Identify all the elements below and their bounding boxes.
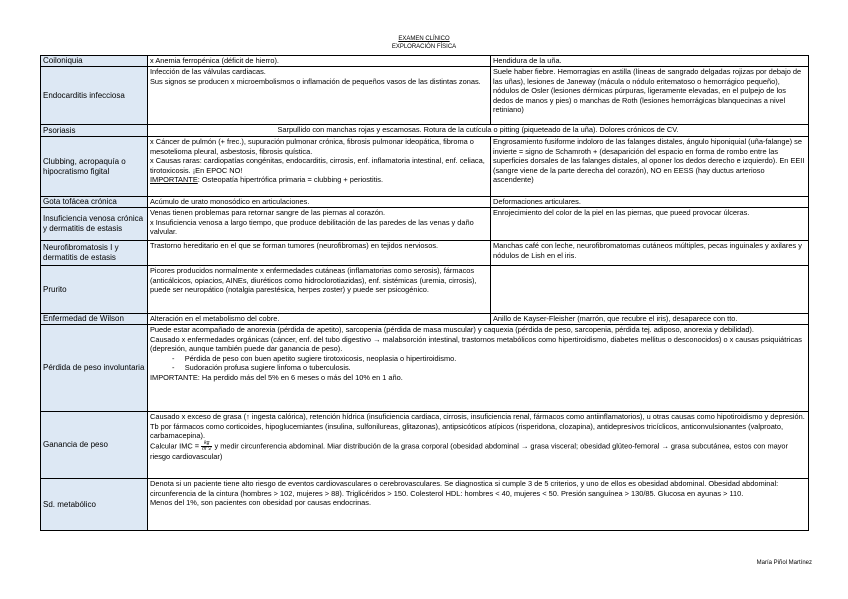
row-description <box>148 479 809 531</box>
important-text: : Ha perdido más del 5% en 6 meses o más del 10% en 1 año. <box>197 372 403 382</box>
fraction-numerator: kg <box>201 441 212 447</box>
cause-line: Sus signos se producen x microembolismos o inflamación de pequeños vasos de las distintas zonas. <box>150 76 481 86</box>
document-subtitle: EXPLORACIÓN FÍSICA <box>391 44 457 50</box>
row-signs: Engrosamiento fusiforme indoloro de las falanges distales, ángulo hiponiquial (uña-falange) se invierte = signo de Schamroth + (desaparición del espacio en forma de rombo entre las superficies dorsales de las falanges distales, al oponer los dedos derecho e izquierdo). En EEII (sangre viene de la parte derecha del corazón), NO en EESS (hay ductus arterioso ascendente) <box>491 137 809 197</box>
table-row <box>41 325 809 412</box>
row-key: Neurofibromatosis I y dermatitis de estasis <box>41 241 148 266</box>
description-line: Causado x exceso de grasa (↑ ingesta calórica), retención hídrica (insuficiencia cardiaca, cirrosis, insuficiencia renal, fármacos como antiinflamatorios), u otras causas como hipotiroidismo y depresión. Tb por fármacos como corticoides, hipoglucemiantes (insulina, sulfonilureas, glitazonas), antipsicóticos atípicos (risperidona, clozapina), antidepresivos tricíclicos, anticonvulsionantes (valproato, carbamacepina). <box>150 412 805 441</box>
row-key: Endocarditis infecciosa <box>41 67 148 125</box>
table-row <box>41 266 809 314</box>
row-key: Insuficiencia venosa crónica y dermatitis de estasis <box>41 208 148 241</box>
row-cause: x Anemia ferropénica (déficit de hierro). <box>148 56 491 67</box>
cause-line: x Cáncer de pulmón (+ frec.), supuración pulmonar crónica, fibrosis pulmonar ideopática, fibroma o mesotelioma pleural, asbestosis, fibrosis quística. <box>150 137 474 156</box>
dash-item: - Pérdida de peso con buen apetito sugiere tirotoxicosis, neoplasia o hipertiroidismo. <box>172 353 457 363</box>
clinical-exam-table <box>40 55 809 531</box>
table-row <box>41 241 809 266</box>
row-key: Coiloniquia <box>41 56 148 67</box>
row-cause <box>148 67 491 125</box>
description-line: Causado x enfermedades orgánicas (cáncer, enf. del tubo digestivo → malabsorción intestinal, trastornos metabólicos como hipertiroidismo, diabetes mellitus o desconocidos) o x causas psiquiátricas (depresión, aunque también puede dar ganancia de peso). <box>150 334 802 354</box>
table-row <box>41 56 809 67</box>
row-cause <box>148 137 491 197</box>
document-title: EXAMEN CLÍNICO <box>398 36 450 42</box>
table-row <box>41 125 809 137</box>
imc-label: Calcular IMC = <box>150 441 200 451</box>
imc-fraction <box>201 441 212 452</box>
cause-line: x Insuficiencia venosa a largo tiempo, que produce debilitación de las paredes de las venas y daño valvular. <box>150 217 474 237</box>
row-key: Prurito <box>41 266 148 314</box>
row-key: Enfermedad de Wilson <box>41 314 148 325</box>
row-description: Sarpullido con manchas rojas y escamosas. Rotura de la cutícula o pitting (piqueteado de la uña). Dolores crónicos de CV. <box>148 125 809 137</box>
row-cause: Picores producidos normalmente x enfermedades cutáneas (inflamatorias como serosis), fármacos (anticálcicos, opiacios, AINEs, diuréticos como hidroclorotiazidas), enf. sistémicas (uremia, cirrosis), puede ser neuropático (notalgia parestésica, herpes zoster) y puede ser psicogénico. <box>148 266 491 314</box>
description-line: Denota si un paciente tiene alto riesgo de eventos cardiovasculares o cerebrovasculares. Se diagnostica si cumple 3 de 5 criterios, y uno de ellos es obesidad abdominal. Obesidad abdominal: circunferencia de la cintura (hombres > 102, mujeres > 88). Triglicéridos > 150. Colesterol HDL: hombres < 40, mujeres < 50. Presión sanguínea > 130/85. Glucosa en ayunas > 110. <box>150 479 779 498</box>
important-note <box>150 175 488 185</box>
important-text: : Osteopatía hipertrófica primaria = clubbing + periostitis. <box>197 175 384 185</box>
table-row <box>41 67 809 125</box>
table-row <box>41 479 809 531</box>
row-signs: Enrojecimiento del color de la piel en las piernas, que pueed provocar úlceras. <box>491 208 809 241</box>
row-description <box>148 325 809 412</box>
fraction-denominator: m^2 <box>202 445 212 452</box>
description-line: Puede estar acompañado de anorexia (pérdida de apetito), sarcopenia (pérdida de masa muscular) y caquexia (pérdida de peso, sarcopenia, pérdida tej. adiposo, anorexia y debilidad). <box>150 325 754 334</box>
dash-item-text: Sudoración profusa sugiere linfoma o tuberculosis. <box>184 363 351 373</box>
imc-text: y medir circunferencia abdominal. Miar distribución de la grasa corporal (obesidad abdominal → grasa visceral; obesidad glúteo-femoral → grasa subcutánea, estos con mayor riesgo cardiovascular) <box>150 441 788 461</box>
dash-item-text: Pérdida de peso con buen apetito sugiere tirotoxicosis, neoplasia o hipertiroidismo. <box>184 353 457 363</box>
author-footer: María Piñol Martínez <box>756 560 812 566</box>
cause-line: Venas tienen problemas para retornar sangre de las piernas al corazón. <box>150 208 385 217</box>
important-label: IMPORTANTE <box>150 372 198 382</box>
row-key: Sd. metabólico <box>41 479 148 531</box>
row-key: Psoriasis <box>41 125 148 137</box>
important-label: IMPORTANTE <box>150 175 198 185</box>
row-signs: Anillo de Kayser-Fleisher (marrón, que recubre el iris), desaparece con tto. <box>491 314 809 325</box>
row-signs: Hendidura de la uña. <box>491 56 809 67</box>
row-key: Gota tofácea crónica <box>41 197 148 208</box>
cause-line: Infección de las válvulas cardiacas. <box>150 67 266 76</box>
cause-line: x Causas raras: cardiopatías congénitas, endocarditis, cirrosis, enf. inflamatoria intestinal, enf. celiaca, tirotoxicosis. ¡En EPOC NO! <box>150 156 485 175</box>
table-row <box>41 197 809 208</box>
table-row <box>41 412 809 479</box>
description-line: Menos del 1%, son pacientes con obesidad por causas endocrinas. <box>150 498 372 508</box>
table-row <box>41 137 809 197</box>
row-description <box>148 412 809 479</box>
row-signs: Deformaciones articulares. <box>491 197 809 208</box>
row-key: Clubbing, acropaquía o hipocratismo figital <box>41 137 148 197</box>
row-key: Pérdida de peso involuntaria <box>41 325 148 412</box>
table-row <box>41 208 809 241</box>
row-signs: Suele haber fiebre. Hemorragias en astilla (líneas de sangrado delgadas rojizas por debajo de las uñas), lesiones de Janeway (mácula o nódulo eritematoso o hemorrágico pequeño), nódulos de Osler (lesiones dérmicas púrpuras, ligeramente elevadas, en el pulpejo de los dedos de manos y pies) o manchas de Roth (lesiones hemorrágicas blanquecinas a nivel retiniano) <box>491 67 809 125</box>
row-cause: Acúmulo de urato monosódico en articulaciones. <box>148 197 491 208</box>
row-signs: Manchas café con leche, neurofibromatomas cutáneos múltiples, pecas inguinales y axilares y nódulos de Lish en el iris. <box>491 241 809 266</box>
description-line <box>150 441 806 462</box>
row-cause: Trastorno hereditario en el que se forman tumores (neurofibromas) en tejidos nerviosos. <box>148 241 491 266</box>
row-signs <box>491 266 809 314</box>
table-row <box>41 314 809 325</box>
important-note <box>150 373 806 383</box>
row-cause <box>148 208 491 241</box>
dash-item: - Sudoración profusa sugiere linfoma o tuberculosis. <box>172 363 351 373</box>
row-key: Ganancia de peso <box>41 412 148 479</box>
row-cause: Alteración en el metabolismo del cobre. <box>148 314 491 325</box>
